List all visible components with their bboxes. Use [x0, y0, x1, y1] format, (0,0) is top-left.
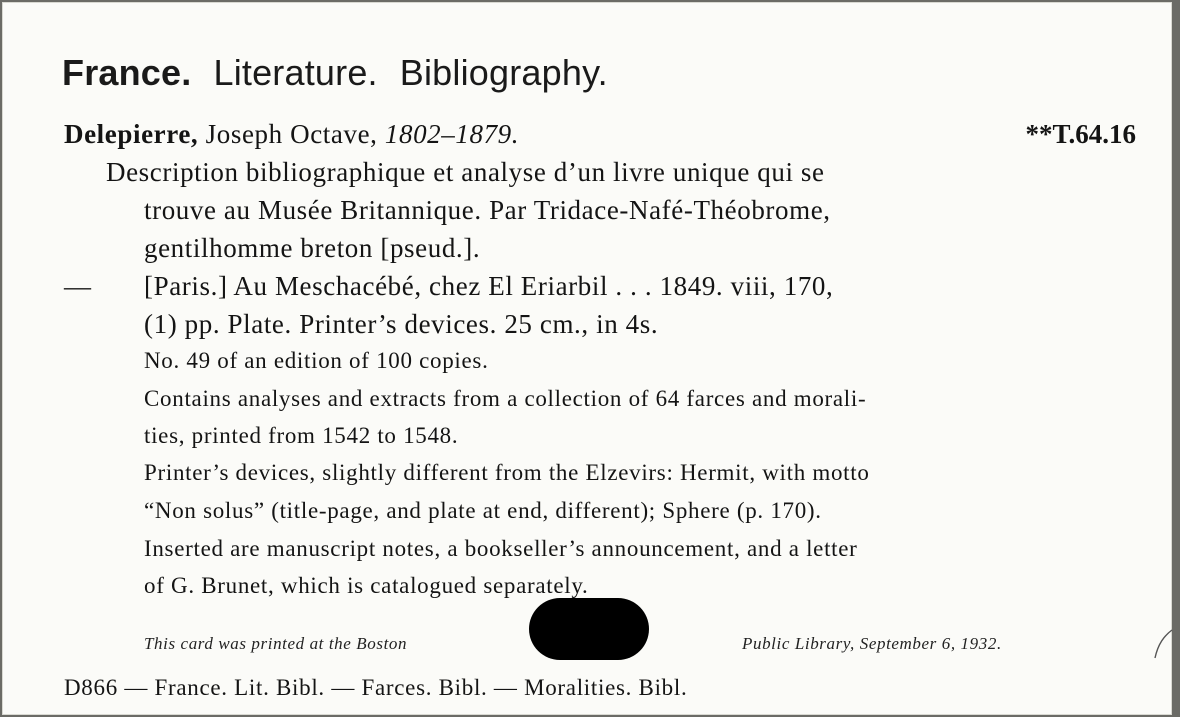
pencil-mark-icon	[1152, 626, 1176, 666]
note-devices-line-1: Printer’s devices, slightly different from the Elzevirs: Hermit, with motto	[144, 460, 870, 485]
imprint-line-2: (1) pp. Plate. Printer’s devices. 25 cm., in 4s.	[144, 309, 659, 339]
subject-heading	[62, 52, 608, 94]
title-line-1: Description bibliographique et analyse d’un livre unique qui se	[106, 157, 825, 187]
catalog-card	[2, 2, 1172, 715]
redaction-mark	[529, 598, 649, 660]
imprint-dash: —	[64, 271, 92, 301]
note-contents-line-2: ties, printed from 1542 to 1548.	[144, 423, 459, 448]
heading-subject: France.	[62, 52, 192, 93]
author-given-names: Joseph Octave,	[205, 119, 378, 149]
note-contents-line-1: Contains analyses and extracts from a collection of 64 farces and morali-	[144, 386, 867, 411]
note-devices-line-2: “Non solus” (title-page, and plate at end, different); Sphere (p. 170).	[144, 498, 822, 523]
note-inserted-line-2: of G. Brunet, which is catalogued separately.	[144, 573, 589, 598]
printed-note-left: This card was printed at the Boston	[144, 634, 408, 653]
author-dates: 1802–1879.	[384, 119, 520, 149]
title-line-2: trouve au Musée Britannique. Par Tridace-Nafé-Théobrome,	[144, 195, 831, 225]
note-edition: No. 49 of an edition of 100 copies.	[144, 348, 489, 373]
note-inserted-line-1: Inserted are manuscript notes, a bookseller’s announcement, and a letter	[144, 536, 858, 561]
author-line	[64, 119, 519, 150]
call-number: **T.64.16	[1025, 119, 1136, 149]
subject-tracings: D866 — France. Lit. Bibl. — Farces. Bibl. — Moralities. Bibl.	[64, 675, 688, 700]
heading-subdivision-literature: Literature.	[213, 52, 378, 93]
author-surname: Delepierre,	[64, 119, 199, 149]
printed-note-right: Public Library, September 6, 1932.	[742, 634, 1002, 653]
title-line-3: gentilhomme breton [pseud.].	[144, 233, 481, 263]
imprint-line-1: [Paris.] Au Meschacébé, chez El Eriarbil . . . 1849. viii, 170,	[144, 271, 834, 301]
heading-subdivision-bibliography: Bibliography.	[399, 52, 608, 93]
